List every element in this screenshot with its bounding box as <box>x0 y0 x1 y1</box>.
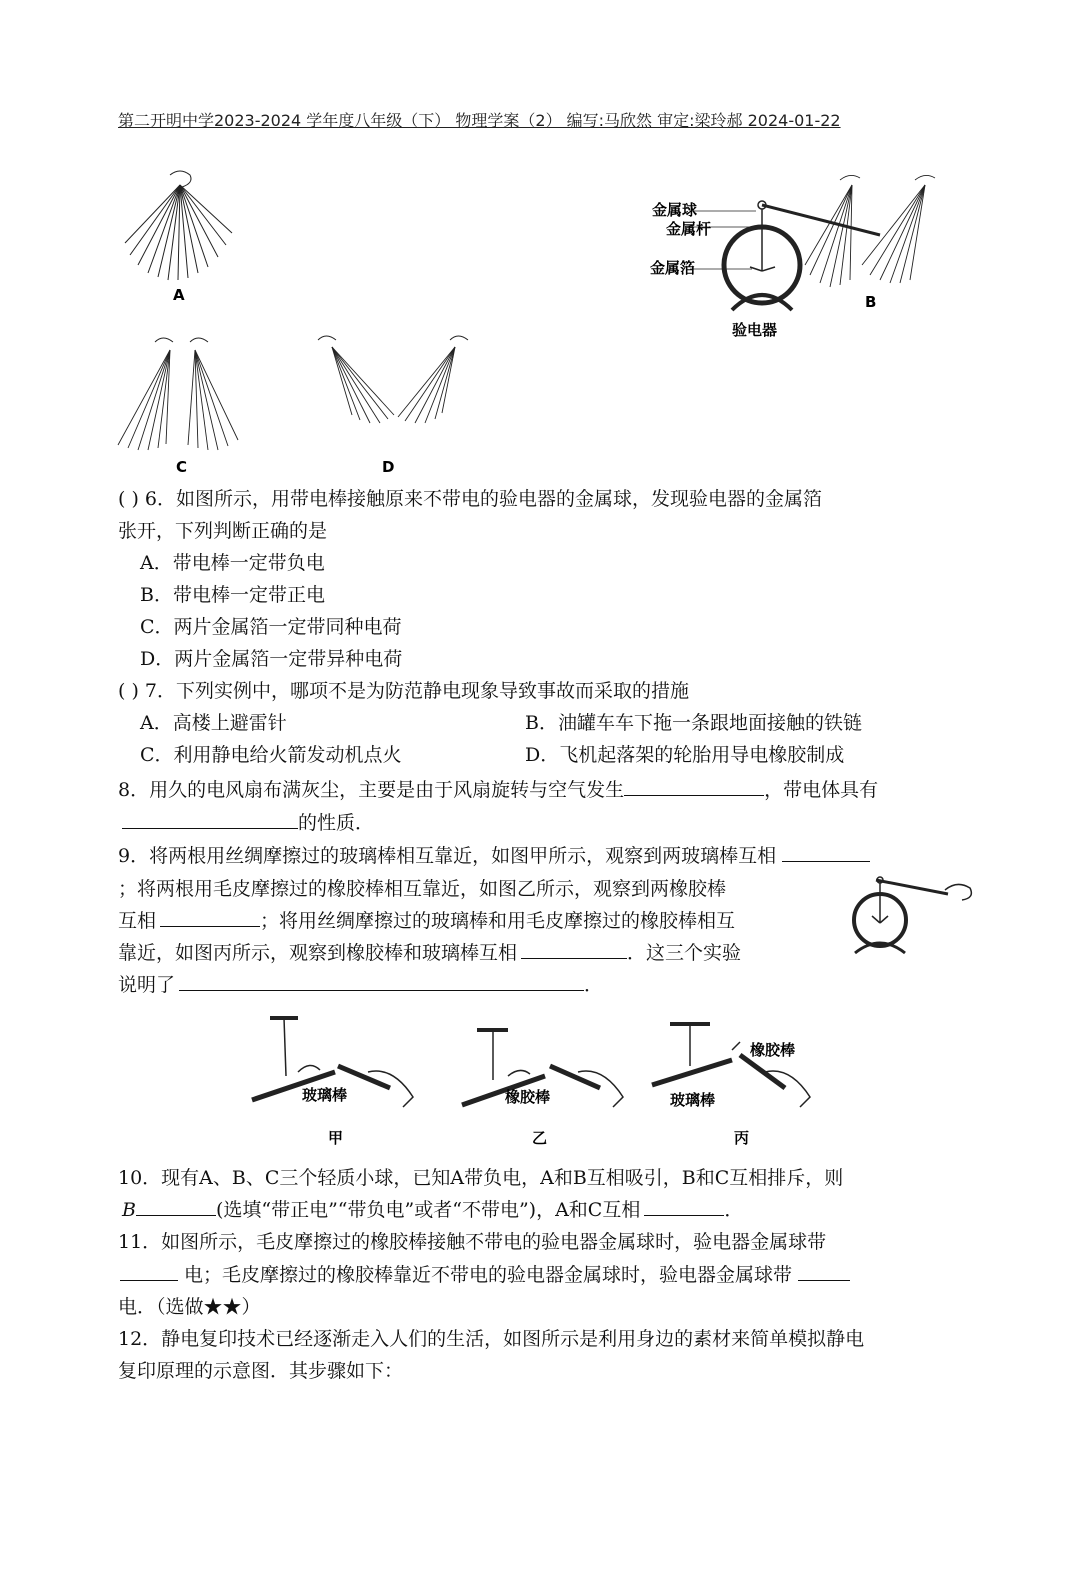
q7-option-d: D．飞机起落架的轮胎用导电橡胶制成 <box>525 744 845 766</box>
q9-line3 <box>118 906 735 936</box>
q8-part3: 的性质． <box>298 812 375 834</box>
q7-option-a: A．高楼上避雷针 <box>140 712 287 734</box>
q11-line1: 11．如图所示，毛皮摩擦过的橡胶棒接触不带电的验电器金属球时，验电器金属球带 <box>118 1231 827 1253</box>
label-yi: 乙 <box>532 1129 548 1147</box>
q12-line1: 12．静电复印技术已经逐渐走入人们的生活，如图所示是利用身边的素材来简单模拟静电 <box>118 1328 865 1350</box>
label-rubber-rod-bing: 橡胶棒 <box>750 1041 796 1059</box>
q9-text-1: 9．将两根用丝绸摩擦过的玻璃棒相互靠近，如图甲所示，观察到两玻璃棒互相 <box>118 845 777 867</box>
label-glass-rod-bing: 玻璃棒 <box>670 1091 716 1109</box>
q11-blank-2[interactable] <box>798 1262 850 1281</box>
q9-line2: ；将两根用毛皮摩擦过的橡胶棒相互靠近，如图乙所示，观察到两橡胶棒 <box>118 878 727 900</box>
q7-option-c: C．利用静电给火箭发动机点火 <box>140 744 402 766</box>
q9-text-3a: 互相 <box>118 910 157 932</box>
q9-line5 <box>118 970 603 1000</box>
label-b: B <box>865 293 877 311</box>
q9-text-4a: 靠近，如图丙所示，观察到橡胶棒和玻璃棒互相 <box>118 942 518 964</box>
q8-blank-1[interactable] <box>624 777 764 796</box>
label-bing: 丙 <box>734 1129 750 1147</box>
q9-blank-3[interactable] <box>521 940 627 959</box>
q6-stem-line1: ( ) 6．如图所示，用带电棒接触原来不带电的验电器的金属球，发现验电器的金属箔 <box>118 488 822 510</box>
figure-d-strands <box>310 325 480 475</box>
figure-q11-electroscope <box>840 868 980 963</box>
figure-a-strands <box>110 165 250 315</box>
label-electroscope: 验电器 <box>732 321 778 339</box>
label-glass-rod-jia: 玻璃棒 <box>302 1086 348 1104</box>
label-jia: 甲 <box>328 1129 344 1147</box>
q8-part2: ，带电体具有 <box>764 779 879 801</box>
q10-blank-2[interactable] <box>644 1197 724 1216</box>
q9-text-5b: ． <box>584 974 604 996</box>
q9-text-4b: ．这三个实验 <box>627 942 742 964</box>
q11-line3: 电．（选做★★） <box>118 1296 261 1318</box>
q7-stem: ( ) 7．下列实例中，哪项不是为防范静电现象导致事故而采取的措施 <box>118 680 689 702</box>
label-metal-foil: 金属箔 <box>650 259 696 277</box>
q9-line4 <box>118 938 741 968</box>
figure-rods-jia-yi-bing <box>240 1010 840 1150</box>
q9-text-5a: 说明了 <box>118 974 176 996</box>
q6-option-a: A．带电棒一定带负电 <box>140 552 325 574</box>
q9-text-3b: ；将用丝绸摩擦过的玻璃棒和用毛皮摩擦过的橡胶棒相互 <box>260 910 736 932</box>
q10-text-2c: ． <box>724 1199 744 1221</box>
q10-line1: 10．现有A、B、C三个轻质小球，已知A带负电，A和B互相吸引，B和C互相排斥，则 <box>118 1167 844 1189</box>
q8-line2 <box>118 808 374 838</box>
q9-blank-2[interactable] <box>160 908 260 927</box>
q7-option-b: B．油罐车车下拖一条跟地面接触的铁链 <box>525 712 862 734</box>
q12-line2: 复印原理的示意图．其步骤如下： <box>118 1360 404 1382</box>
figure-b-electroscope <box>640 165 960 345</box>
q11-blank-1[interactable] <box>120 1262 178 1281</box>
q6-stem-line2: 张开，下列判断正确的是 <box>118 520 328 542</box>
q10-text-2b: (选填“带正电”“带负电”或者“不带电”)，A和C互相 <box>215 1199 641 1221</box>
label-rubber-rod-yi: 橡胶棒 <box>505 1088 551 1106</box>
q9-blank-1[interactable] <box>782 843 870 862</box>
q10-text-b: B <box>122 1199 136 1221</box>
label-c: C <box>176 458 188 476</box>
q11-line2 <box>118 1260 850 1290</box>
q11-text-2a: 电；毛皮摩擦过的橡胶棒靠近不带电的验电器金属球时，验电器金属球带 <box>184 1264 793 1286</box>
q10-line2 <box>118 1195 743 1225</box>
q8-blank-2[interactable] <box>122 810 298 829</box>
figure-c-strands <box>110 330 250 480</box>
q8-line1 <box>118 775 878 805</box>
label-metal-rod: 金属杆 <box>666 220 712 238</box>
label-d: D <box>382 458 395 475</box>
q6-option-c: C．两片金属箔一定带同种电荷 <box>140 616 402 638</box>
label-metal-ball: 金属球 <box>652 201 698 219</box>
page-header: 第二开明中学2023-2024 学年度八年级（下） 物理学案（2） 编写:马欣然 审定:梁玲郝 2024-01-22 <box>118 111 841 130</box>
q6-option-d: D．两片金属箔一定带异种电荷 <box>140 648 403 670</box>
q10-blank-1[interactable] <box>136 1197 216 1216</box>
q8-part1: 8．用久的电风扇布满灰尘，主要是由于风扇旋转与空气发生 <box>118 779 625 801</box>
q9-blank-4[interactable] <box>179 972 584 991</box>
q6-option-b: B．带电棒一定带正电 <box>140 584 325 606</box>
q9-line1 <box>118 841 870 871</box>
label-a: A <box>173 286 185 304</box>
